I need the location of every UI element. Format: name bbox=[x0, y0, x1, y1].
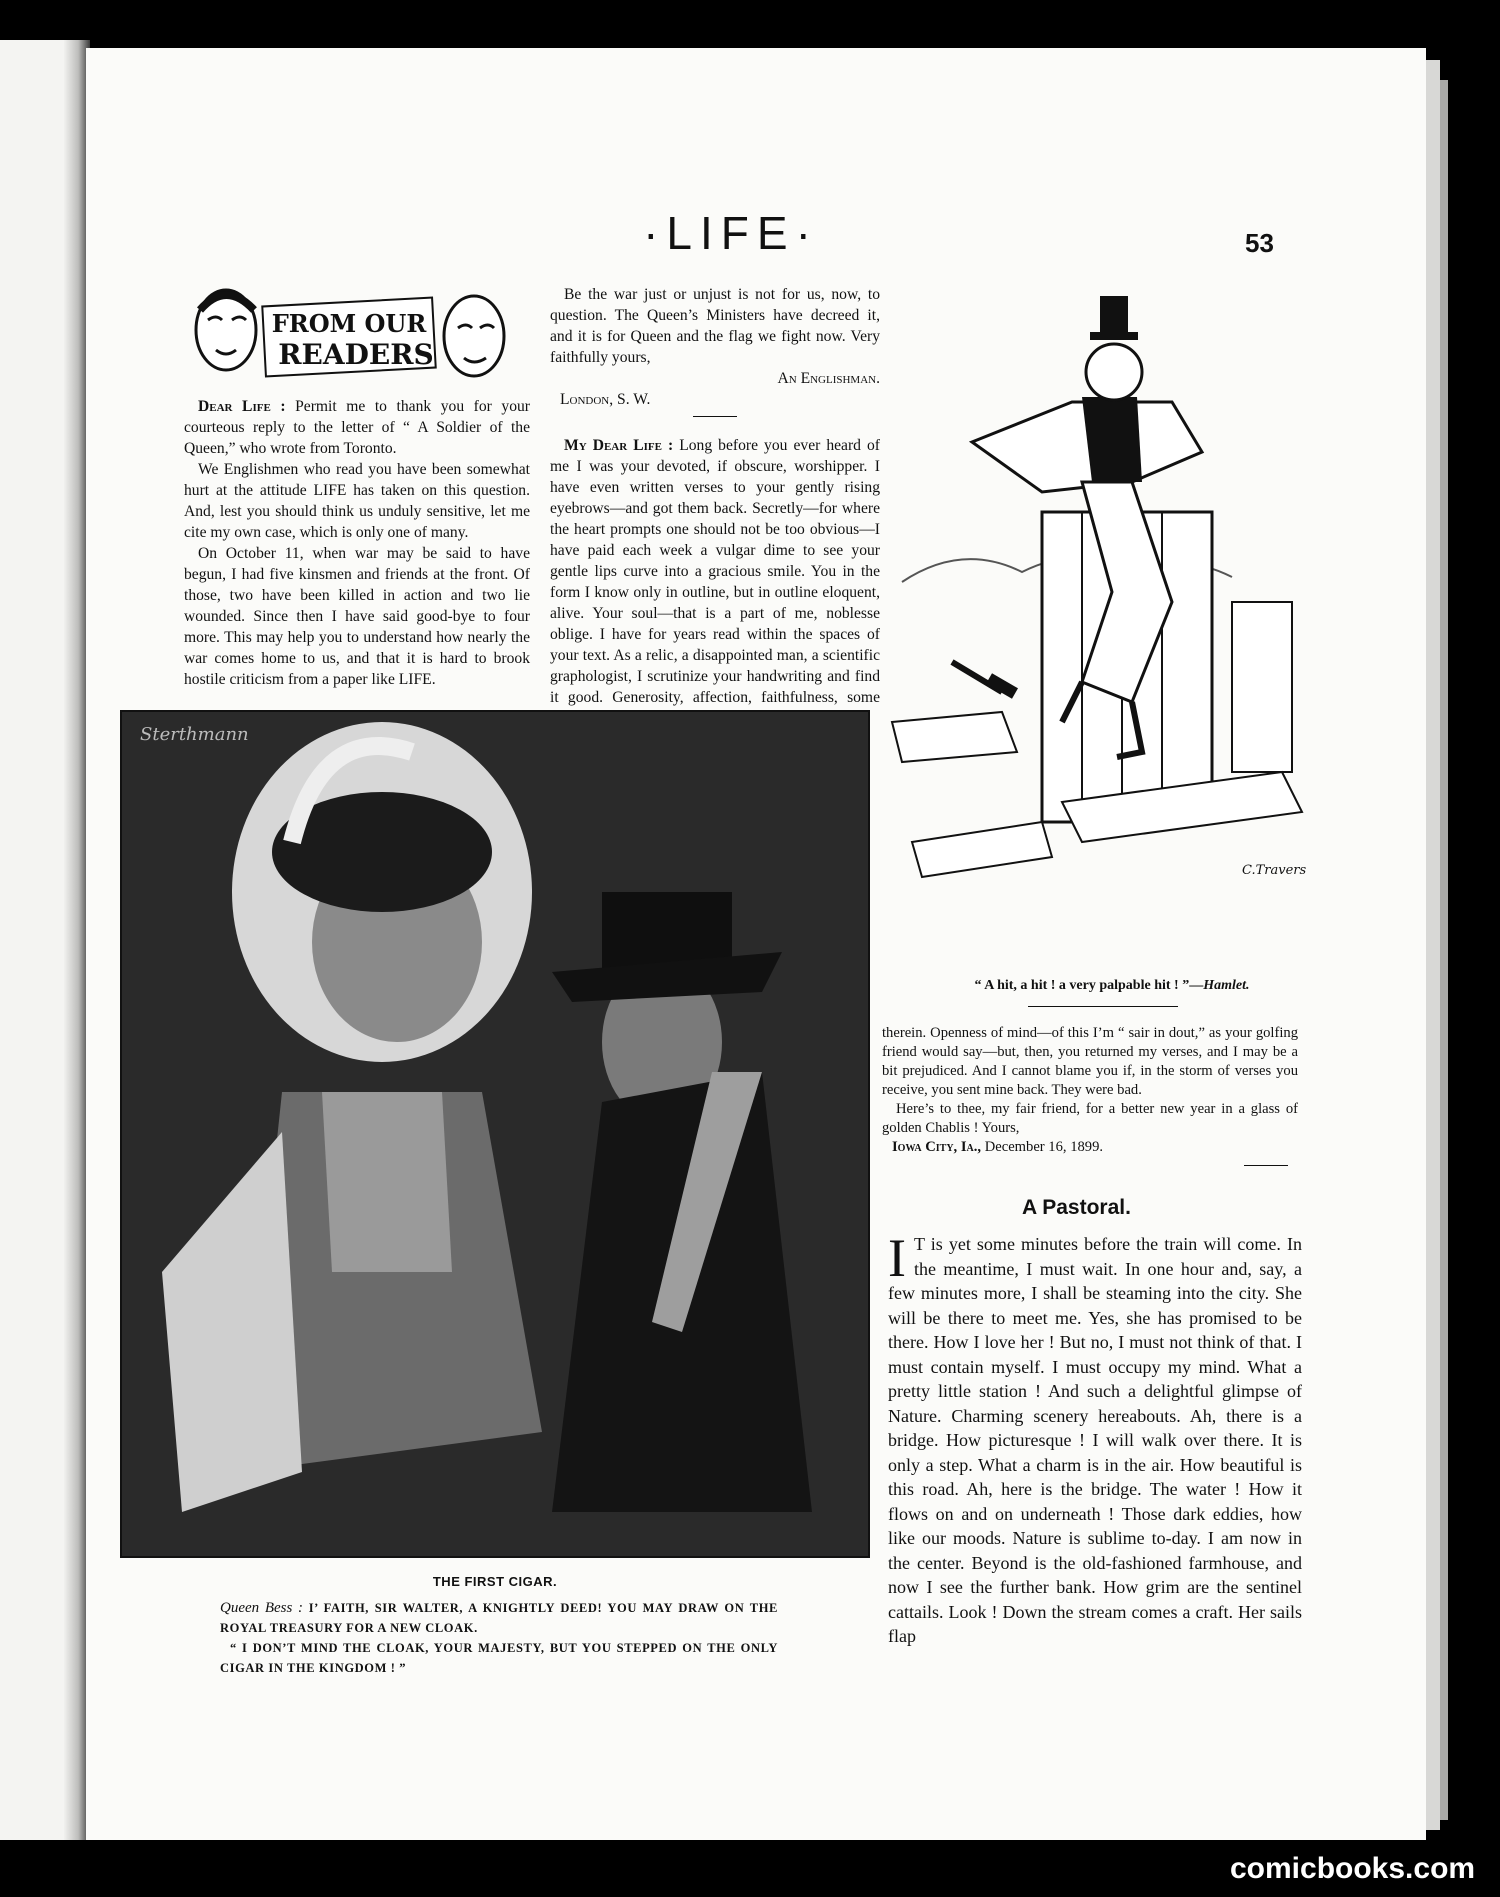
letter-one-place: London, S. W. bbox=[560, 391, 651, 408]
letter-one-closing: Be the war just or unjust is not for us, now, to question. The Queen’s Ministers have decreed it, and it is for Queen and the flag we fight now. Very faithfully yours, bbox=[550, 286, 880, 366]
caption-line-two: “ I DON’T MIND THE CLOAK, YOUR MAJESTY, BUT YOU STEPPED ON THE ONLY CIGAR IN THE KINGDOM ! ” bbox=[220, 1641, 778, 1675]
pastoral-text bbox=[888, 1228, 1302, 1649]
svg-text:READERS: READERS bbox=[278, 338, 434, 371]
toolbox-icon bbox=[892, 712, 1017, 762]
artist-signature: Sterthmann bbox=[140, 724, 249, 745]
top-hat-icon bbox=[1100, 296, 1128, 336]
letter-one-salutation: Dear Life : bbox=[198, 398, 286, 415]
cartoon-caption-quote: “ A hit, a hit ! a very palpable hit ! ”— bbox=[974, 978, 1204, 993]
section-divider bbox=[1244, 1165, 1288, 1166]
caption-speaker: Queen Bess : bbox=[220, 1600, 304, 1616]
letter-two-body: Long before you ever heard of me I was your devoted, if obscure, worshipper. I have even written verses to your gently rising eyebrows—and got them back. Secretly—for where the heart prompts one should not be too obvious—I have paid each week a vulgar dime to see your gentle lips curve into a gracious smile. You in the form I know only in outline, but in outline eloquent, alive. Your soul—that is a part of me, noblesse oblige. I have for years read within the spaces of your text. As a relic, a disappointed man, a scientific graphologist, I scrutinize your handwriting and find it good. Generosity, affection, faithfulness, some bbox=[550, 437, 880, 706]
caption-divider bbox=[1028, 1006, 1178, 1007]
illustration-caption bbox=[220, 1598, 778, 1678]
cartoon-artist-signature: C.Travers bbox=[1242, 863, 1307, 878]
cartoon-caption bbox=[932, 978, 1292, 994]
the-first-cigar-illustration bbox=[120, 710, 870, 1558]
caption-line-one: I’ FAITH, SIR WALTER, A KNIGHTLY DEED! YOU MAY DRAW ON THE ROYAL TREASURY FOR A NEW CLOAK. bbox=[220, 1601, 778, 1635]
page-stack-edge bbox=[1424, 60, 1440, 1830]
drop-cap: I bbox=[888, 1228, 906, 1288]
pastoral-title: A Pastoral. bbox=[1022, 1196, 1131, 1219]
from-our-readers-banner bbox=[186, 280, 514, 390]
cartoon-caption-source: Hamlet. bbox=[1203, 978, 1250, 993]
letter-one-column bbox=[184, 396, 530, 690]
letter-one-signature: An Englishman. bbox=[777, 370, 880, 387]
letter-one-paragraph: On October 11, when war may be said to have begun, I had five kinsmen and friends at the front. Of those, two have been killed in action and two lie wounded. Since then I have said good-bye to four more. This may help you to understand how nearly the war comes home to us, and that it is hard to brook hostile criticism from a paper like LIFE. bbox=[184, 545, 530, 688]
palpable-hit-cartoon bbox=[882, 282, 1330, 984]
section-divider bbox=[693, 416, 737, 417]
letter-one-paragraph: Permit me to thank you for your courteous reply to the letter of “ A Soldier of the Queen,” who wrote from Toronto. bbox=[184, 398, 530, 457]
letter-one-paragraph: We Englishmen who read you have been somewhat hurt at the attitude LIFE has taken on this question. And, lest you should think us unduly sensitive, let me cite my own case, which is only one of many. bbox=[184, 461, 530, 541]
page-stack-edge-dark bbox=[1440, 80, 1448, 1820]
watermark: comicbooks.com bbox=[1230, 1852, 1476, 1885]
letter-two-salutation: My Dear Life : bbox=[564, 437, 674, 454]
right-face-icon bbox=[444, 296, 504, 376]
illustration-title: THE FIRST CIGAR. bbox=[432, 1574, 558, 1589]
dateline-date: December 16, 1899. bbox=[984, 1139, 1104, 1155]
banner-logo-text: FROM OUR bbox=[271, 309, 427, 338]
letter-two-continuation bbox=[882, 1024, 1298, 1157]
letter-two-toast: Here’s to thee, my fair friend, for a better new year in a glass of golden Chablis ! Yours, bbox=[882, 1101, 1298, 1136]
page-number: 53 bbox=[1245, 228, 1274, 258]
letter-two-continuation-text: therein. Openness of mind—of this I’m “ sair in dout,” as your golfing friend would say—but, then, you returned my verses, and I may be a bit prejudiced. And I cannot blame you if, in the storm of verses you receive, you sent mine back. They were bad. bbox=[882, 1025, 1298, 1098]
dateline-place: Iowa City, Ia., bbox=[892, 1139, 982, 1155]
letter-two-column bbox=[550, 284, 880, 729]
masthead: ·LIFE· bbox=[643, 207, 819, 259]
pastoral-body: T is yet some minutes before the train will come. In the meantime, I must wait. In one hour and, say, a few minutes more, I shall be steaming into the city. She will be there to meet me. Yes, she has promised to be there. How I love her ! But no, I must not think of that. I must contain myself. I must occupy my mind. What a pretty little station ! And such a delightful glimpse of Nature. Charming scenery hereabouts. Ah, there is a bridge. How picturesque ! I will walk over there. It is only a step. What a charm is in the air. How beautiful is this road. Ah, here is the bridge. The water ! How it flows on and on underneath ! Those dark eddies, how like our moods. Nature is sublime to-day. I am now in the center. Beyond is the old-fashioned farmhouse, and now I see the further bank. How grim are the sentinel cattails. Look ! Down the stream comes a craft. Her sails flap bbox=[888, 1234, 1302, 1646]
